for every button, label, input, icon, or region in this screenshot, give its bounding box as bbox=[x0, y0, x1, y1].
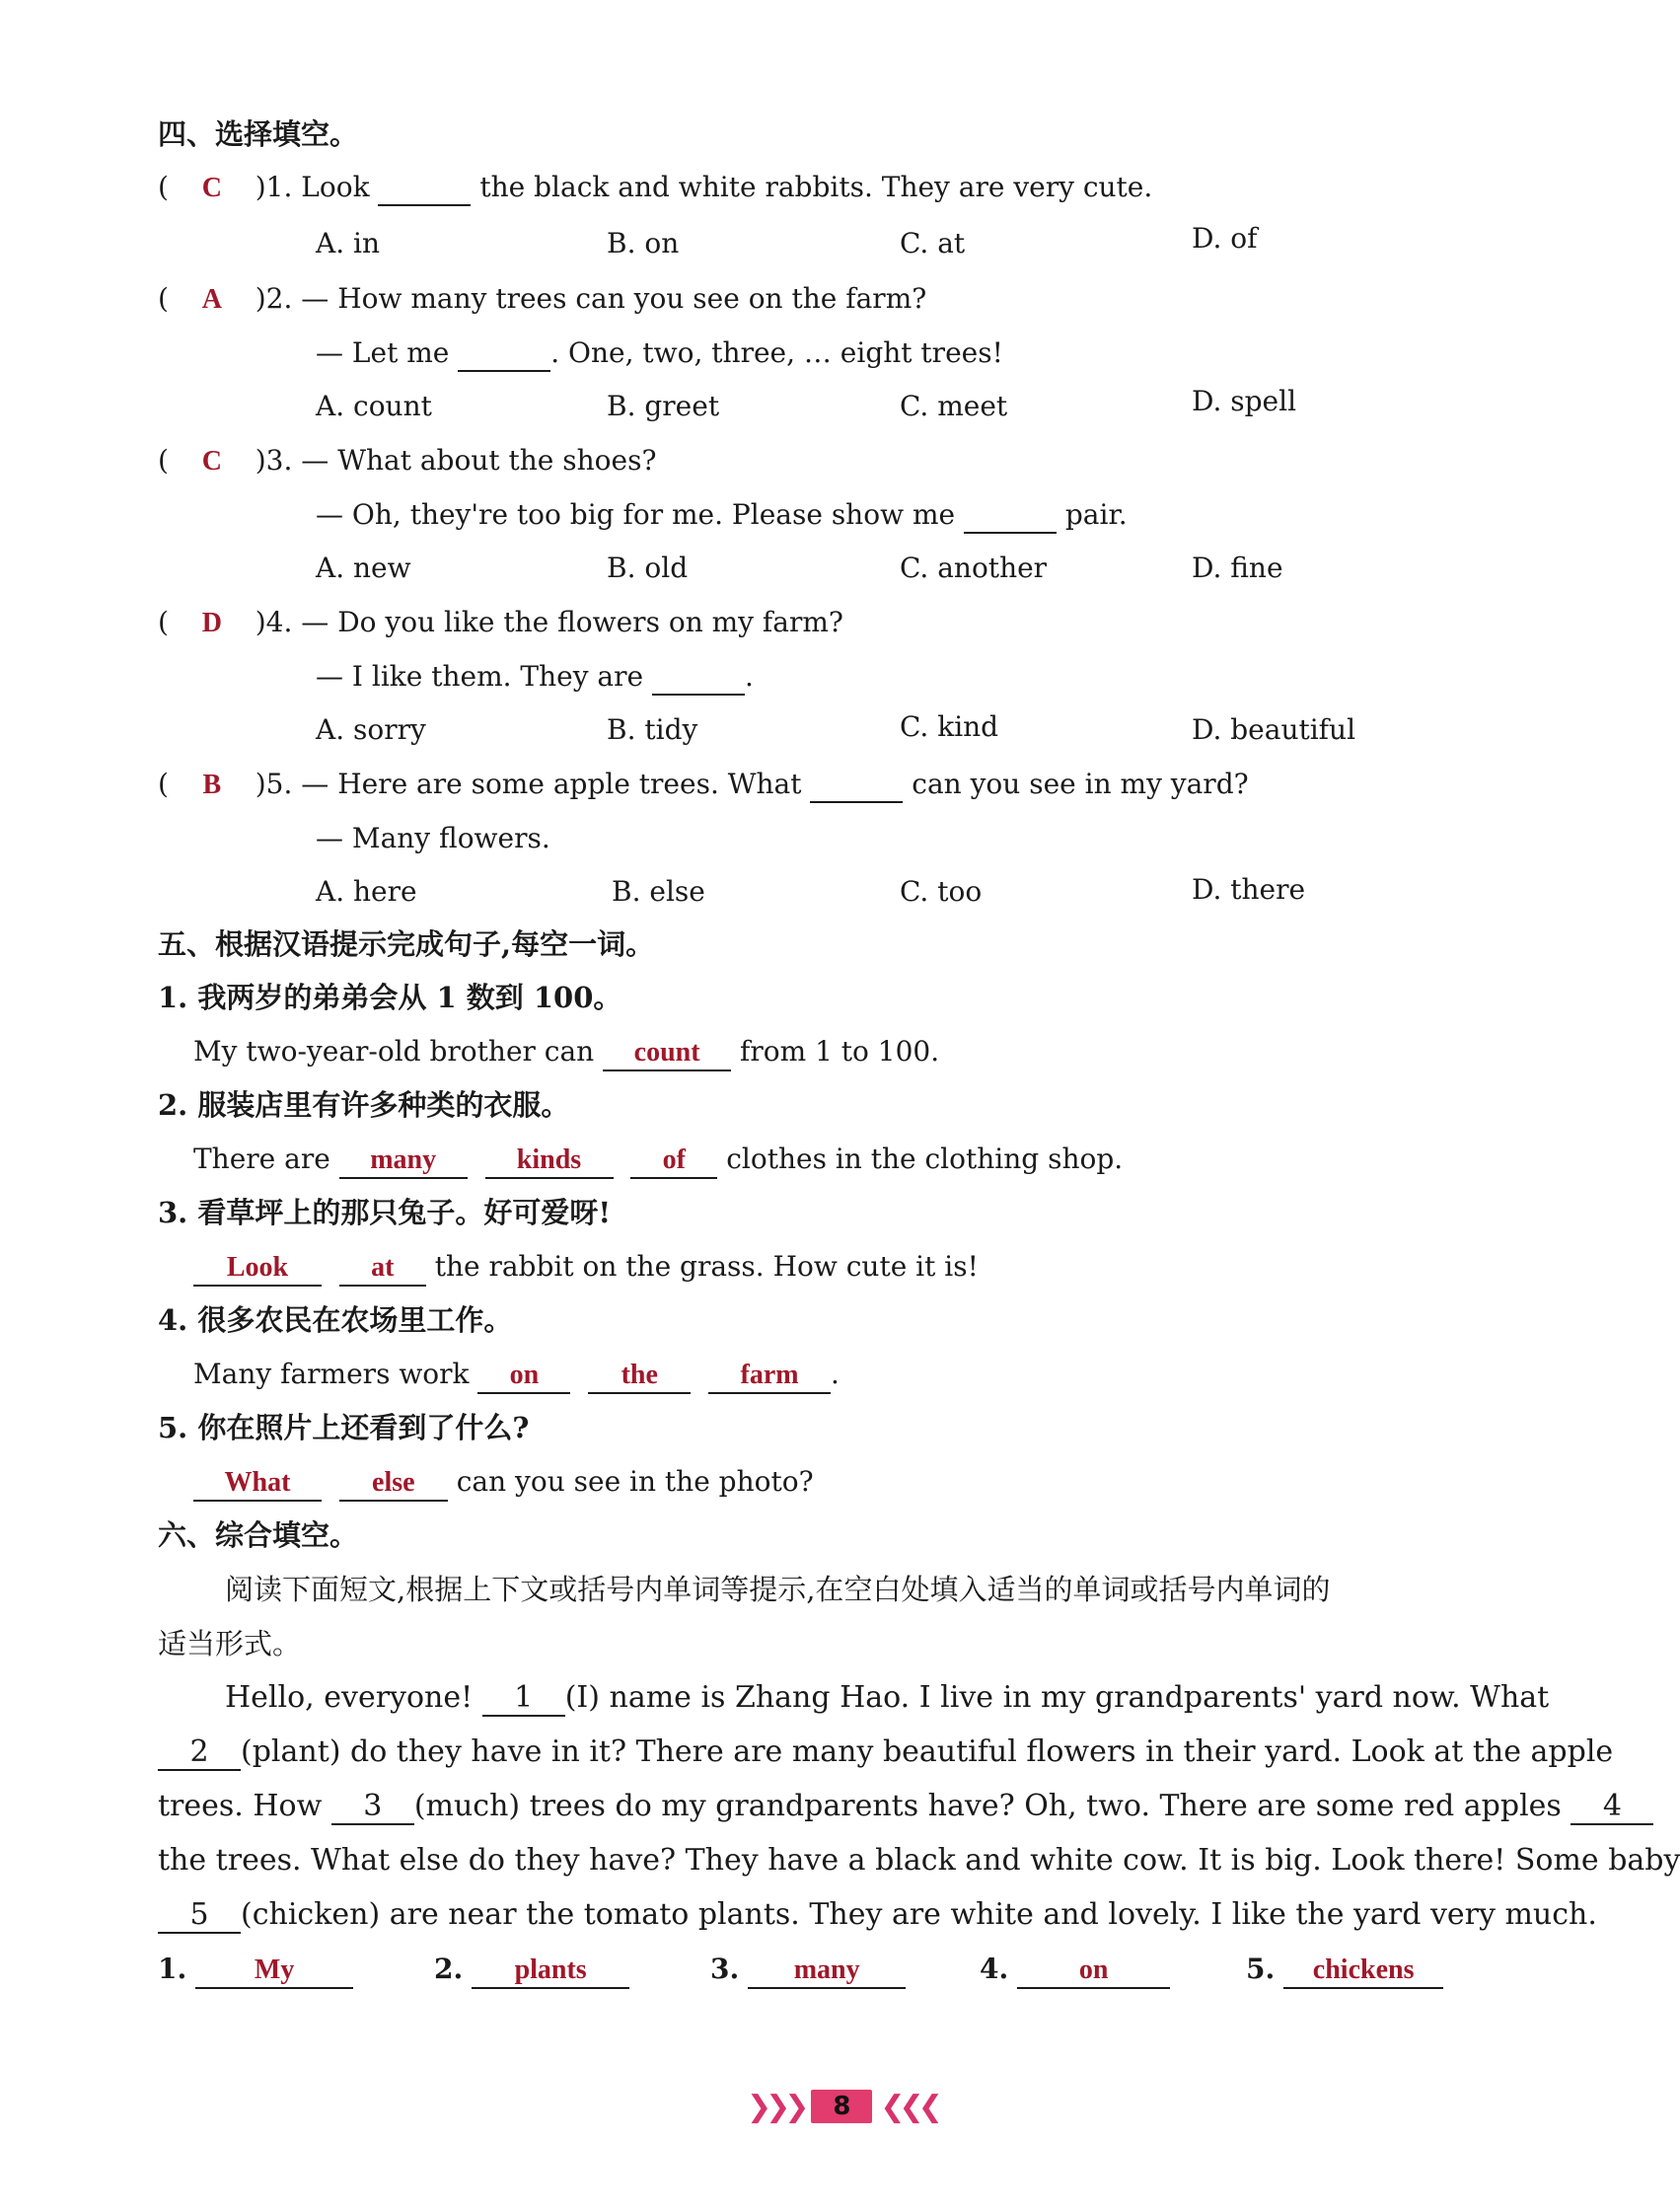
section5-q2-english bbox=[193, 1140, 1123, 1179]
section5-q4-chinese: 4. 很多农民在农场里工作。 bbox=[158, 1303, 513, 1337]
answer-number: 3. bbox=[710, 1953, 740, 1985]
answer-item-1 bbox=[158, 1950, 353, 1989]
answer-mark: C bbox=[201, 173, 222, 203]
answer-item-4 bbox=[980, 1950, 1170, 1989]
sentence-text: the rabbit on the grass. How cute it is! bbox=[425, 1250, 979, 1283]
section5-q3-chinese: 3. 看草坪上的那只兔子。好可爱呀! bbox=[158, 1196, 612, 1229]
question-1 bbox=[158, 168, 1152, 208]
option-b: B. old bbox=[607, 552, 689, 584]
option-c: C. kind bbox=[900, 710, 999, 743]
stem-text: )2. — How many trees can you see on the farm? bbox=[255, 282, 927, 315]
passage-text: (plant) do they have in it? There are many beautiful flowers in their yard. Look at the apple bbox=[241, 1734, 1614, 1769]
answer-item-3 bbox=[710, 1950, 906, 1989]
question-2 bbox=[158, 279, 926, 320]
stem-text: . bbox=[744, 660, 754, 693]
passage-line-1 bbox=[225, 1678, 1549, 1718]
sentence-text: clothes in the clothing shop. bbox=[717, 1143, 1124, 1175]
stem-text: — I like them. They are bbox=[316, 660, 652, 693]
answer-mark: B bbox=[202, 770, 222, 800]
option-a: A. sorry bbox=[316, 713, 426, 746]
sentence-text: from 1 to 100. bbox=[731, 1035, 940, 1068]
section5-q2-chinese: 2. 服装店里有许多种类的衣服。 bbox=[158, 1088, 570, 1122]
question-5 bbox=[158, 765, 1249, 805]
option-d: D. of bbox=[1192, 222, 1258, 255]
paren: ( bbox=[158, 444, 169, 477]
stem-text: )1. Look bbox=[255, 171, 379, 203]
passage-text: (much) trees do my grandparents have? Oh, two. There are some red apples bbox=[413, 1789, 1571, 1823]
option-d: D. beautiful bbox=[1192, 713, 1356, 746]
stem-text: — Let me bbox=[316, 336, 459, 369]
option-b: B. tidy bbox=[607, 713, 698, 746]
option-b: B. else bbox=[612, 875, 705, 908]
answer-blank: My bbox=[195, 1954, 353, 1989]
answer-mark: C bbox=[201, 446, 222, 477]
stem-text: )3. — What about the shoes? bbox=[255, 444, 657, 477]
blank bbox=[652, 660, 745, 696]
option-a: A. here bbox=[316, 875, 417, 908]
paren: ( bbox=[158, 606, 169, 638]
right-chevrons-icon: ❯❯❯ bbox=[747, 2089, 804, 2124]
left-chevrons-icon: ❮❮❮ bbox=[880, 2089, 937, 2124]
option-a: A. new bbox=[316, 552, 411, 584]
paren: ( bbox=[158, 282, 169, 315]
question-5-line2: — Many flowers. bbox=[316, 822, 550, 854]
answer-item-2 bbox=[434, 1950, 629, 1989]
blank bbox=[378, 171, 471, 206]
sentence-text: can you see in the photo? bbox=[447, 1465, 814, 1498]
section6-heading: 六、综合填空。 bbox=[158, 1518, 359, 1552]
paren: ( bbox=[158, 768, 169, 800]
option-c: C. too bbox=[900, 875, 983, 908]
answer-blank: Look bbox=[193, 1251, 322, 1287]
passage-line-4: the trees. What else do they have? They have a black and white cow. It is big. Look there! Some baby bbox=[158, 1843, 1680, 1878]
option-d: D. spell bbox=[1192, 385, 1297, 417]
passage-text: trees. How bbox=[158, 1789, 331, 1823]
blank bbox=[964, 498, 1057, 534]
passage-text: Hello, everyone! bbox=[225, 1680, 482, 1715]
sentence-text: Many farmers work bbox=[193, 1358, 478, 1390]
answer-item-5 bbox=[1246, 1950, 1443, 1989]
section5-q5-english bbox=[193, 1462, 814, 1502]
answer-blank: count bbox=[603, 1036, 731, 1071]
section5-q4-english bbox=[193, 1355, 840, 1394]
page-number: 8 bbox=[811, 2090, 872, 2123]
stem-text: . One, two, three, … eight trees! bbox=[550, 336, 1003, 369]
section5-q5-chinese: 5. 你在照片上还看到了什么? bbox=[158, 1411, 530, 1444]
option-c: C. at bbox=[900, 227, 966, 259]
answer-blank: chickens bbox=[1283, 1954, 1443, 1989]
page-footer bbox=[747, 2087, 937, 2126]
question-4-line2 bbox=[316, 657, 754, 697]
sentence-text: My two-year-old brother can bbox=[193, 1035, 604, 1068]
option-b: B. greet bbox=[607, 390, 720, 422]
answer-blank: plants bbox=[472, 1954, 629, 1989]
answer-number: 1. bbox=[158, 1953, 187, 1985]
stem-text: — Oh, they're too big for me. Please show me bbox=[316, 498, 964, 531]
answer-mark: A bbox=[201, 284, 222, 315]
section5-heading: 五、根据汉语提示完成句子,每空一词。 bbox=[158, 927, 655, 961]
question-2-line2 bbox=[316, 333, 1003, 373]
answer-blank: else bbox=[339, 1466, 448, 1502]
question-3-line2 bbox=[316, 495, 1128, 535]
section5-q3-english bbox=[193, 1247, 979, 1287]
answer-blank: farm bbox=[708, 1359, 831, 1394]
sentence-text: . bbox=[831, 1358, 840, 1390]
passage-blank: 5 bbox=[158, 1898, 241, 1934]
answer-number: 5. bbox=[1246, 1953, 1276, 1985]
answer-blank: many bbox=[748, 1954, 906, 1989]
passage-blank: 3 bbox=[331, 1790, 414, 1825]
passage-text: (I) name is Zhang Hao. I live in my grandparents' yard now. What bbox=[564, 1680, 1550, 1715]
answer-blank: at bbox=[339, 1251, 426, 1287]
passage-line-5 bbox=[158, 1895, 1597, 1935]
option-d: D. there bbox=[1192, 873, 1306, 906]
option-d: D. fine bbox=[1192, 552, 1283, 584]
stem-text: the black and white rabbits. They are very cute. bbox=[471, 171, 1153, 203]
section5-q1-english bbox=[193, 1032, 939, 1071]
blank bbox=[458, 336, 550, 372]
answer-blank: many bbox=[339, 1143, 468, 1179]
question-3 bbox=[158, 441, 656, 481]
answer-number: 2. bbox=[434, 1953, 464, 1985]
answer-blank: of bbox=[630, 1143, 717, 1179]
passage-blank: 4 bbox=[1570, 1790, 1653, 1825]
stem-text: pair. bbox=[1056, 498, 1128, 531]
answer-mark: D bbox=[201, 608, 222, 638]
stem-text: )5. — Here are some apple trees. What bbox=[255, 768, 811, 800]
option-a: A. count bbox=[316, 390, 432, 422]
stem-text: can you see in my yard? bbox=[903, 768, 1249, 800]
answer-blank: What bbox=[193, 1466, 322, 1502]
passage-text: (chicken) are near the tomato plants. They are white and lovely. I like the yard very much. bbox=[241, 1897, 1597, 1932]
option-c: C. meet bbox=[900, 390, 1008, 422]
option-a: A. in bbox=[316, 227, 381, 259]
passage-line-2 bbox=[158, 1733, 1613, 1772]
answer-blank: on bbox=[477, 1359, 570, 1394]
answer-blank: kinds bbox=[485, 1143, 614, 1179]
question-4 bbox=[158, 603, 843, 643]
option-c: C. another bbox=[900, 552, 1048, 584]
section6-instructions-line2: 适当形式。 bbox=[158, 1627, 302, 1660]
blank bbox=[810, 768, 903, 803]
answer-blank: on bbox=[1017, 1954, 1170, 1989]
passage-blank: 2 bbox=[158, 1735, 241, 1771]
answer-number: 4. bbox=[980, 1953, 1009, 1985]
stem-text: )4. — Do you like the flowers on my farm? bbox=[255, 606, 843, 638]
section4-heading: 四、选择填空。 bbox=[158, 117, 359, 151]
section5-q1-chinese: 1. 我两岁的弟弟会从 1 数到 100。 bbox=[158, 981, 622, 1014]
sentence-text: There are bbox=[193, 1143, 339, 1175]
section6-instructions-line1: 阅读下面短文,根据上下文或括号内单词等提示,在空白处填入适当的单词或括号内单词的 bbox=[225, 1573, 1331, 1606]
option-b: B. on bbox=[607, 227, 680, 259]
passage-line-3 bbox=[158, 1787, 1653, 1826]
passage-blank: 1 bbox=[482, 1681, 565, 1717]
paren: ( bbox=[158, 171, 169, 203]
answer-blank: the bbox=[588, 1359, 691, 1394]
